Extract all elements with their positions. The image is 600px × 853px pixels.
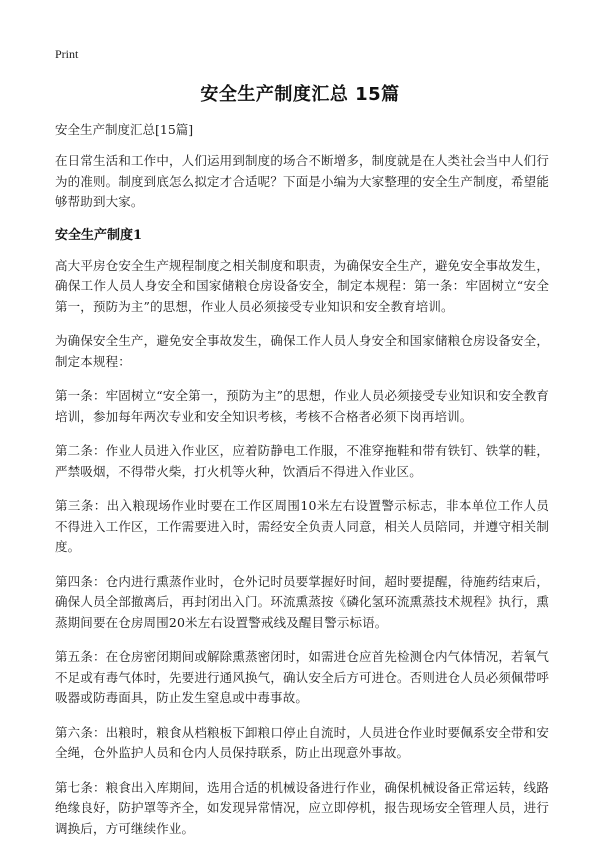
section-paragraph-2: 为确保安全生产，避免安全事故发生，确保工作人员人身安全和国家储粮仓房设备安全，制定本规程： <box>55 333 549 369</box>
section-heading: 安全生产制度1 <box>55 227 143 243</box>
print-link[interactable]: Print <box>55 47 79 61</box>
intro-paragraph: 在日常生活和工作中，人们运用到制度的场合不断增多，制度就是在人类社会当中人们行为的准则。制度到底怎么拟定才合适呢？下面是小编为大家整理的安全生产制度，希望能够帮助到大家。 <box>55 153 549 209</box>
article-3-paragraph: 第三条：出入粮现场作业时要在工作区周围10米左右设置警示标志，非本单位工作人员不得进入工作区，工作需要进入时，需经安全负责人同意，相关人员陪同，并遵守相关制度。 <box>55 498 549 554</box>
article-4-paragraph: 第四条：仓内进行熏蒸作业时，仓外记时员要掌握好时间，超时要提醒，待施药结束后，确保人员全部撤离后，再封闭出入门。环流熏蒸按《磷化氢环流熏蒸技术规程》执行，熏蒸期间要在仓房周围20米左右设置警戒线及醒目警示标语。 <box>55 573 549 630</box>
article-2-paragraph: 第二条：作业人员进入作业区，应着防静电工作服，不准穿拖鞋和带有铁钉、铁掌的鞋，严禁吸烟，不得带火柴，打火机等火种，饮酒后不得进入作业区。 <box>55 443 549 479</box>
section-paragraph-1: 高大平房仓安全生产规程制度之相关制度和职责，为确保安全生产，避免安全事故发生，确保工作人员人身安全和国家储粮仓房设备安全，制定本规程：第一条：牢固树立“安全第一，预防为主”的思想，作业人员必须接受专业知识和安全教育培训。 <box>55 257 549 314</box>
article-7-paragraph: 第七条：粮食出入库期间，选用合适的机械设备进行作业，确保机械设备正常运转，线路绝缘良好，防护罩等齐全，如发现异常情况，应立即停机，报告现场安全管理人员，进行调换后，方可继续作业。 <box>55 779 549 836</box>
article-6-paragraph: 第六条：出粮时，粮食从档粮板下卸粮口停止自流时，人员进仓作业时要佩系安全带和安全绳，仓外监护人员和仓内人员保持联系，防止出现意外事故。 <box>55 724 549 760</box>
document-subtitle: 安全生产制度汇总[15篇] <box>55 122 194 137</box>
document-title: 安全生产制度汇总 15篇 <box>200 84 400 105</box>
article-1-paragraph: 第一条：牢固树立“安全第一，预防为主”的思想，作业人员必须接受专业知识和安全教育培训，参加每年两次专业和安全知识考核，考核不合格者必须下岗再培训。 <box>55 388 549 424</box>
article-5-paragraph: 第五条：在仓房密闭期间或解除熏蒸密闭时，如需进仓应首先检测仓内气体情况，若氧气不足或有毒气体时，先要进行通风换气，确认安全后方可进仓。否则进仓人员必须佩带呼吸器或防毒面具，防止发生窒息或中毒事故。 <box>55 649 549 705</box>
document-body <box>55 151 549 853</box>
